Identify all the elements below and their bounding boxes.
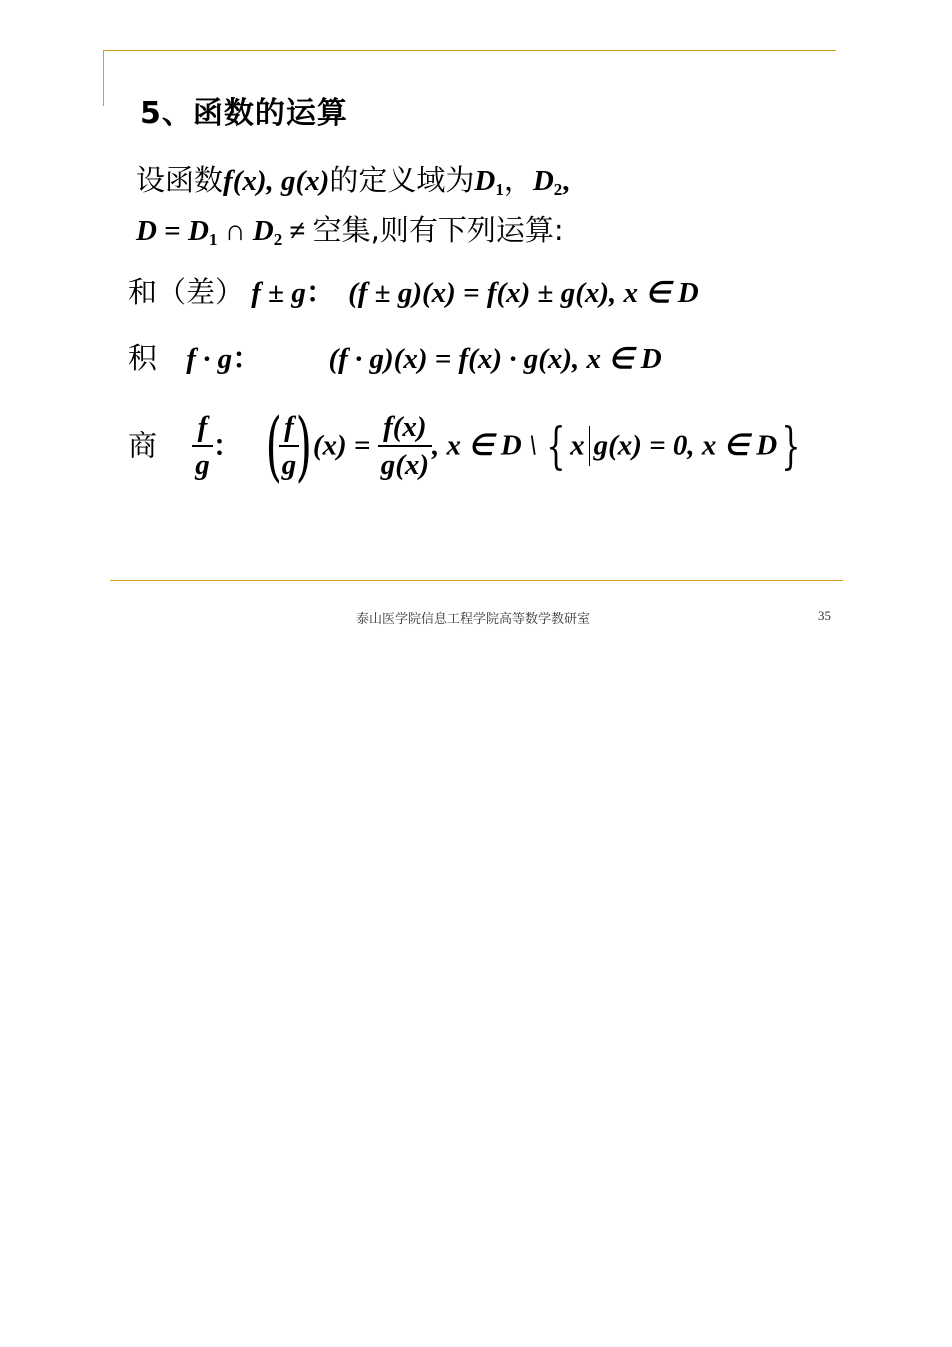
ne-sign: ≠ <box>282 215 313 247</box>
domain-comma: , <box>562 165 570 197</box>
product-colon: ： <box>232 341 262 375</box>
product-label: 积 <box>128 341 158 375</box>
set-bar <box>589 426 590 466</box>
inner-num: f <box>279 413 300 447</box>
domain-d2: D <box>532 165 554 197</box>
domain-sep: ， <box>503 163 533 197</box>
sum-line <box>128 275 699 309</box>
set-condition: g(x) = 0, x ∈ D <box>593 429 778 462</box>
left-paren: ( <box>265 401 283 490</box>
right-paren: ) <box>295 401 313 490</box>
left-divider <box>103 50 104 106</box>
domain-d2-sub: 2 <box>553 180 563 199</box>
quotient-rhs-frac <box>378 410 432 481</box>
sum-label: 和（差） <box>128 275 245 309</box>
domain-d1-sub: 1 <box>495 180 504 199</box>
footer-institution: 泰山医学院信息工程学院高等数学教研室 <box>356 612 591 627</box>
cap-sign: ∩ <box>217 215 253 247</box>
fx-arg: (x), <box>232 165 282 197</box>
rhs-den: g(x) <box>380 448 430 481</box>
domain-d: D <box>136 215 157 247</box>
quotient-operator-num: f <box>192 413 213 447</box>
domain-d1: D <box>474 165 496 197</box>
page-title: 5、函数的运算 <box>140 96 348 131</box>
intro-text-2: 的定义域为 <box>329 163 475 197</box>
eq-sign: = <box>156 215 188 247</box>
left-brace: { <box>546 417 566 475</box>
right-brace: } <box>781 417 801 475</box>
product-line <box>128 341 662 375</box>
sum-operator: f ± g <box>251 277 306 309</box>
quotient-colon: ： <box>212 428 242 463</box>
quotient-operator <box>192 410 213 481</box>
inner-den: g <box>281 448 297 481</box>
intro-line-2 <box>136 213 564 249</box>
quotient-line <box>128 401 807 490</box>
rhs-num: f(x) <box>378 413 432 447</box>
sum-formula: (f ± g)(x) = f(x) ± g(x), x ∈ D <box>348 277 699 309</box>
fx-f: f <box>223 165 233 197</box>
domain-d1: D <box>187 215 209 247</box>
quotient-arg: (x) = <box>312 429 378 462</box>
bottom-divider <box>110 580 843 581</box>
domain-d2: D <box>252 215 274 247</box>
page-number: 35 <box>818 608 831 623</box>
gx-arg: (x) <box>295 165 330 197</box>
set-variable: x <box>570 429 585 462</box>
intro-text-1: 设函数 <box>136 163 224 197</box>
top-divider <box>103 50 836 51</box>
domain-d2-sub: 2 <box>273 230 283 249</box>
product-operator: f · g <box>186 343 233 375</box>
intro-line-1 <box>136 163 570 199</box>
quotient-label: 商 <box>128 428 158 463</box>
empty-set-text: 空集 <box>312 213 371 247</box>
sum-colon: ： <box>305 275 335 309</box>
domain-d1-sub: 1 <box>208 230 218 249</box>
product-formula: (f · g)(x) = f(x) · g(x), x ∈ D <box>328 343 662 375</box>
operations-text: ,则有下列运算: <box>370 213 564 247</box>
quotient-operator-den: g <box>195 448 210 481</box>
gx-g: g <box>281 165 296 197</box>
quotient-domain: , x ∈ D \ <box>432 429 545 462</box>
